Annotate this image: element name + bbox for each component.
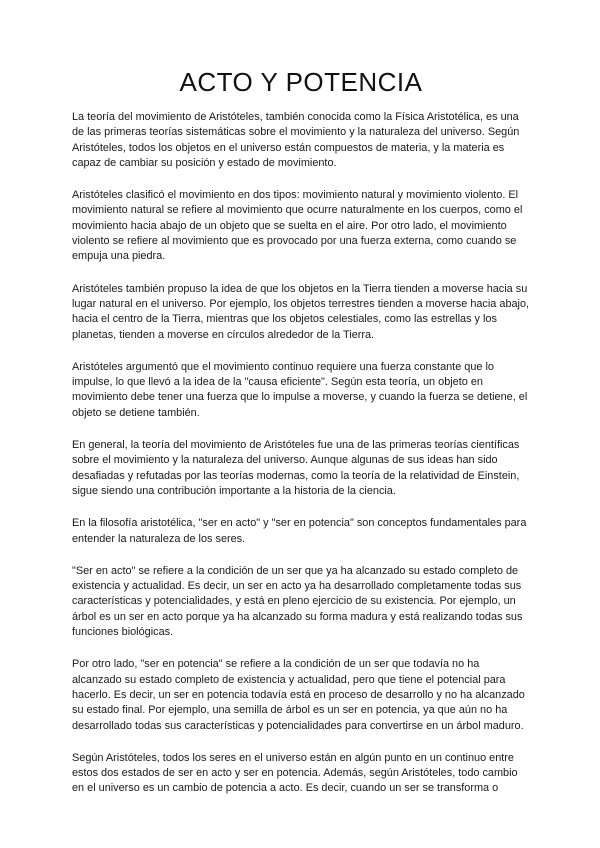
paragraph-movement-types: Aristóteles clasificó el movimiento en dos tipos: movimiento natural y movimiento violento. El movimiento natural se refiere al movimiento que ocurre naturalmente en los cuerpos, como el movimiento hacia abajo de un objeto que se suelta en el aire. Por otro lado, el movimiento violento se refiere al movimiento que es provocado por una fuerza externa, como cuando se empuja una piedra. (72, 189, 523, 263)
page-title: ACTO Y POTENCIA (179, 67, 423, 97)
paragraph-efficient-cause: Aristóteles argumentó que el movimiento continuo requiere una fuerza constante que lo impulse, lo que llevó a la idea de la "causa eficiente". Según esta teoría, un objeto en movimiento debe tener una fuerza que lo impulse a moverse, y cuando la fuerza se detiene, el objeto se detiene también. (72, 360, 528, 419)
paragraph-being-in-act: "Ser en acto" se refiere a la condición de un ser que ya ha alcanzado su estado completo de existencia y actualidad. Es decir, un ser en acto ya ha desarrollado completamente todas sus características y potencialidades, y está en pleno ejercicio de su existencia. Por ejemplo, un árbol es un ser en acto porque ya ha alcanzado su forma madura y está realizando todas sus funciones biológicas. (72, 564, 523, 639)
paragraph-act-potency-intro: En la filosofía aristotélica, "ser en acto" y "ser en potencia" son conceptos fundamentales para entender la naturaleza de los seres. (72, 517, 527, 545)
document-page (72, 66, 530, 814)
paragraph-being-in-potency: Por otro lado, "ser en potencia" se refiere a la condición de un ser que todavía no ha alcanzado su estado completo de existencia y actualidad, pero que tiene el potencial para hacerlo. Es decir, un ser en potencia todavía está en proceso de desarrollo y no ha alcanzado su estado final. Por ejemplo, una semilla de árbol es un ser en potencia, ya que aún no ha desarrollado todas sus características y potencialidades para convertirse en un árbol maduro. (72, 658, 525, 732)
paragraph-natural-place: Aristóteles también propuso la idea de que los objetos en la Tierra tienden a moverse hacia su lugar natural en el universo. Por ejemplo, los objetos terrestres tienden a moverse hacia abajo, hacia el centro de la Tierra, mientras que los objetos celestiales, como las estrellas y los planetas, tienden a moverse en círculos alrededor de la Tierra. (72, 282, 530, 341)
paragraph-general-summary: En general, la teoría del movimiento de Aristóteles fue una de las primeras teorías científicas sobre el movimiento y la naturaleza del universo. Aunque algunas de sus ideas han sido desafiadas y refutadas por las teorías modernas, como la teoría de la relatividad de Einstein, sigue siendo una contribución importante a la historia de la ciencia. (72, 439, 520, 497)
paragraph-physics-intro: La teoría del movimiento de Aristóteles, también conocida como la Física Aristotélica, es una de las primeras teorías sistemáticas sobre el movimiento y la naturaleza del universo. Según Aristóteles, todos los objetos en el universo están compuestos de materia, y la materia es capaz de cambiar su posición y estado de movimiento. (72, 111, 520, 169)
paragraph-continuum: Según Aristóteles, todos los seres en el universo están en algún punto en un continuo entre estos dos estados de ser en acto y ser en potencia. Además, según Aristóteles, todo cambio en el universo es un cambio de potencia a acto. Es decir, cuando un ser se transforma o (72, 751, 518, 795)
